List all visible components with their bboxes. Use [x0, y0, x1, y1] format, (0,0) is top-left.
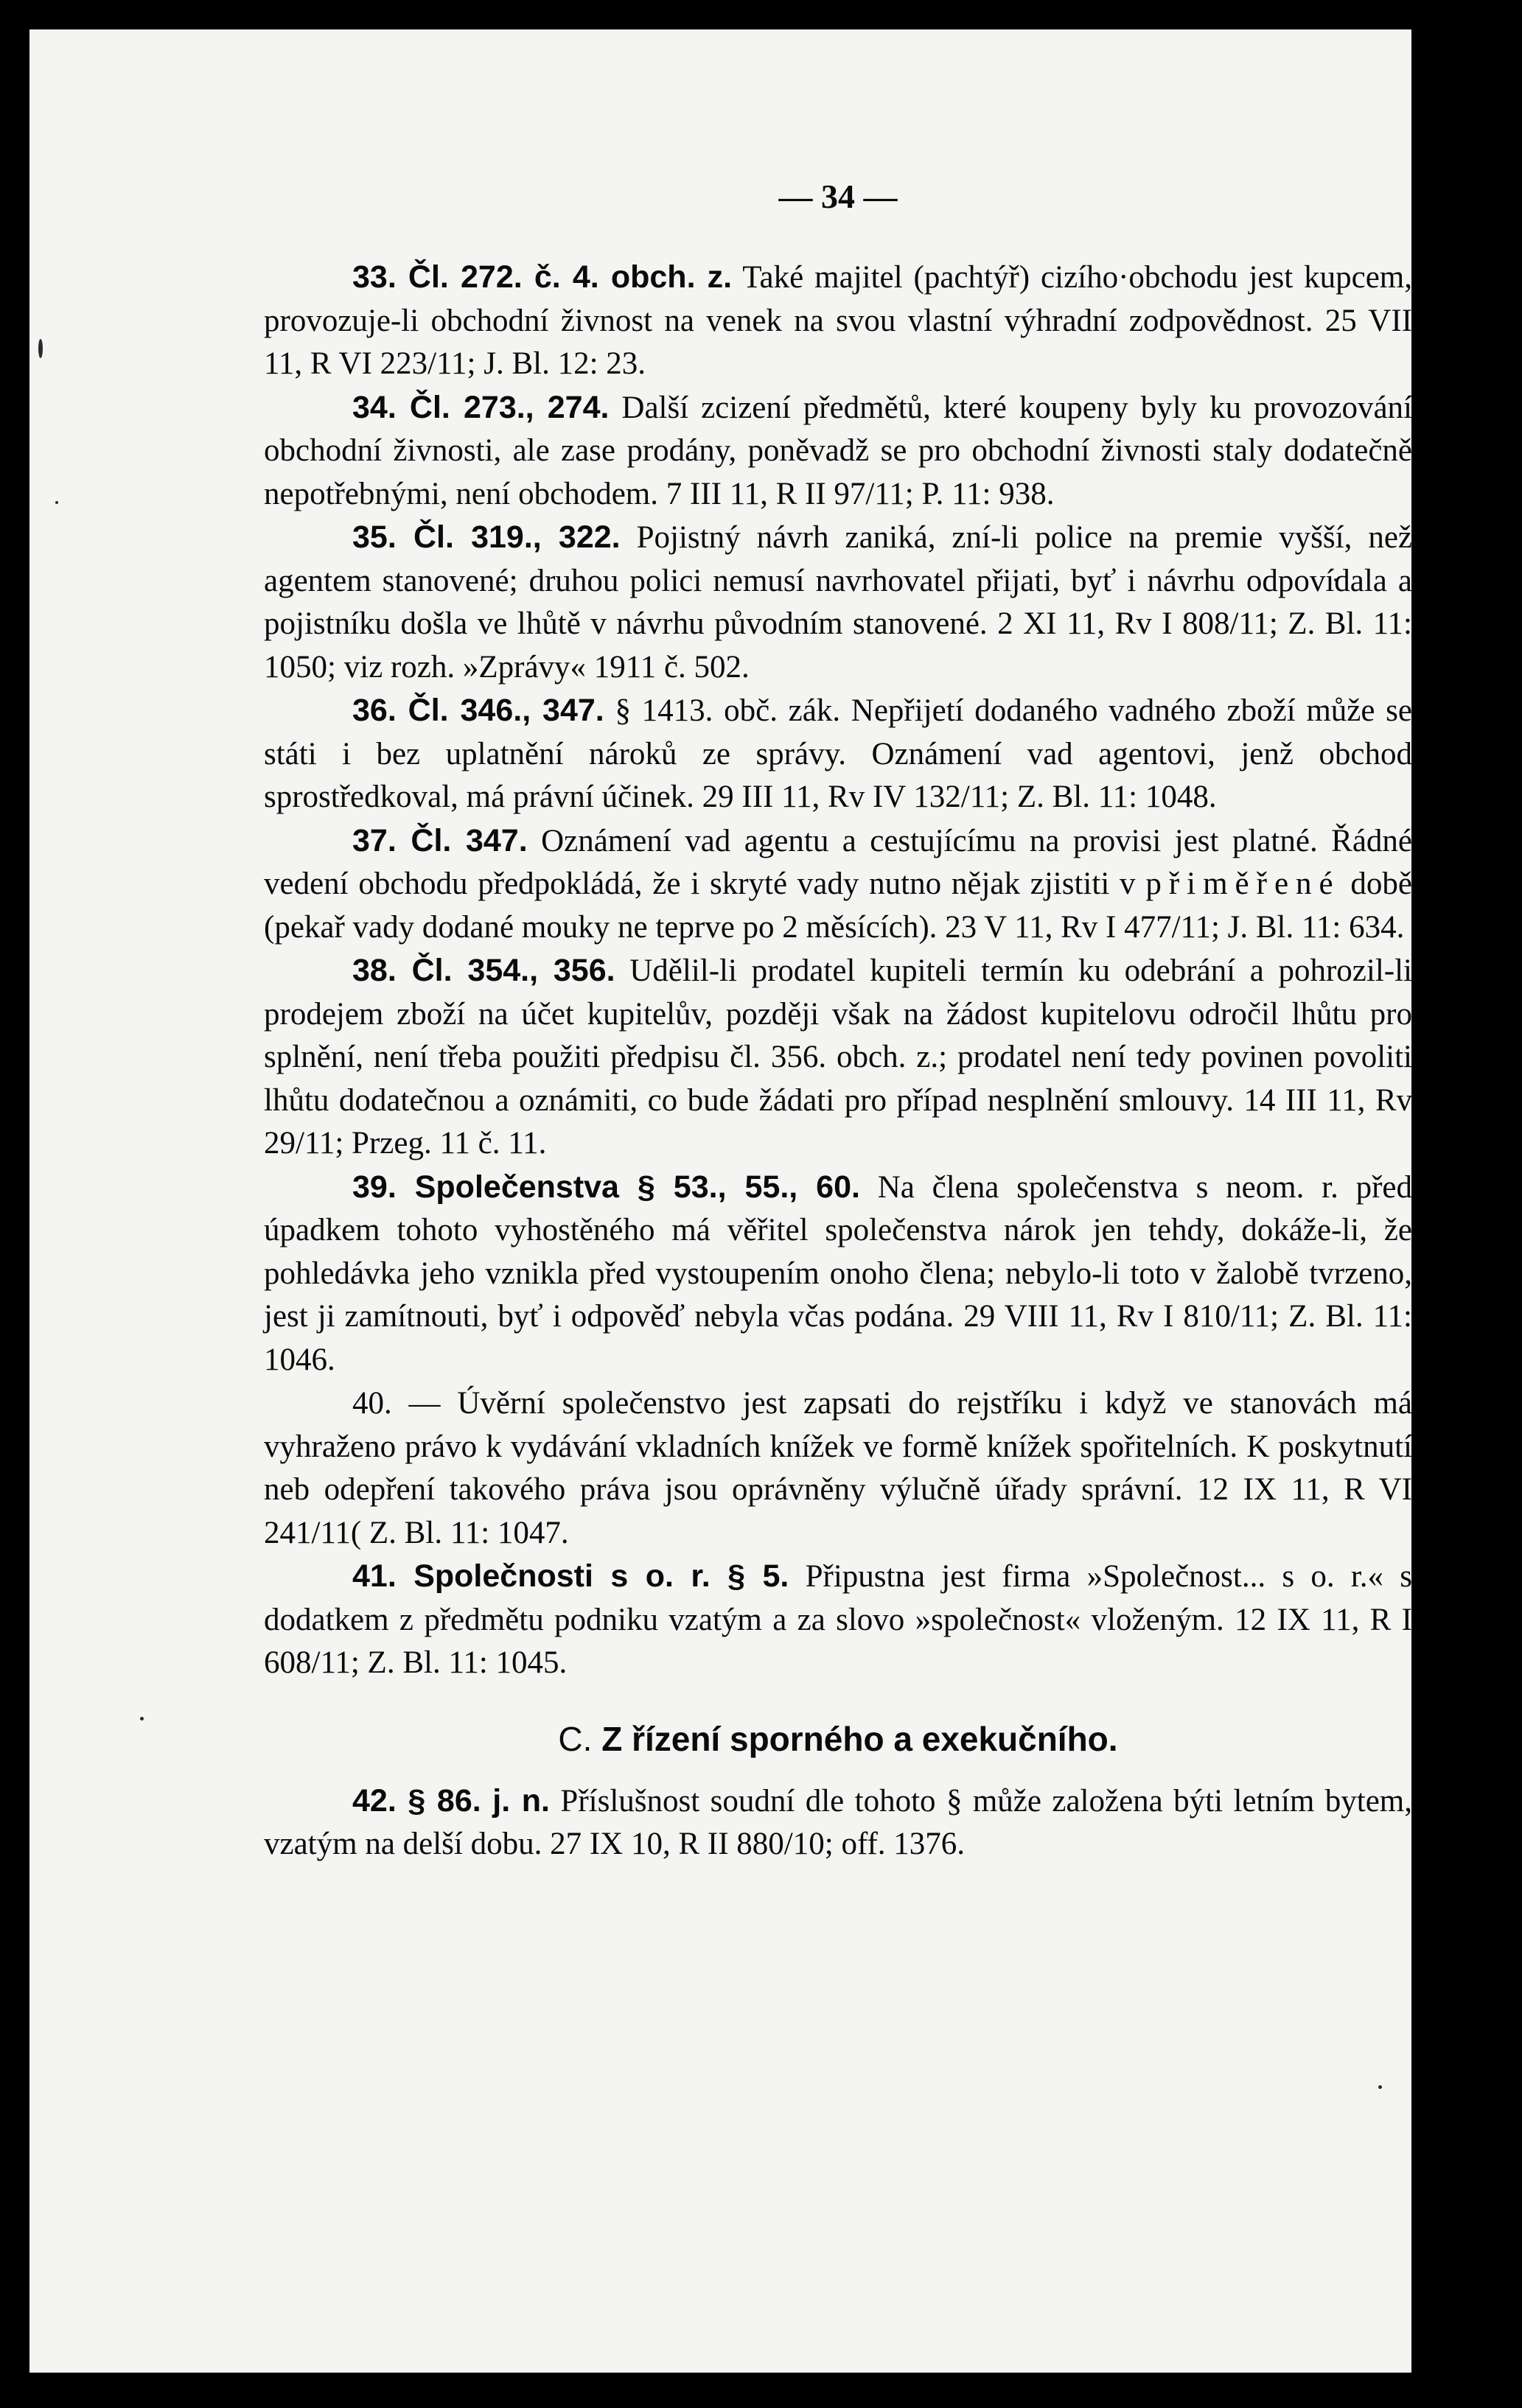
- entry-ref: 38. Čl. 354., 356.: [352, 953, 615, 988]
- entry-text: Oznámení vad agentu a cestujícímu na provisi jest platné. Řádné vedení obchodu předpokládá, že i skryté vady nutno nějak zjistiti v: [264, 823, 1412, 901]
- entry-41: [264, 1555, 1412, 1685]
- book-page: [29, 29, 1452, 2373]
- entry-ref: 36. Čl. 346., 347.: [352, 693, 604, 728]
- entry-ref: 41. Společnosti s o. r. § 5.: [352, 1558, 789, 1594]
- entry-ref: 39. Společenstva § 53., 55., 60.: [352, 1169, 860, 1205]
- page-edge-shadow: [1411, 29, 1452, 2373]
- entry-ref: 34. Čl. 273., 274.: [352, 389, 610, 425]
- entry-39: [264, 1166, 1412, 1382]
- entry-36: [264, 689, 1412, 819]
- entry-text: Pojistný návrh zaniká, zní-li police na premie vyšší, než agentem stanovené; druhou polici nemusí navrhovatel přijati, byť i návrhu odpovídala a pojistníku došla ve lhůtě v návrhu původním stanovené. 2 XI 11, Rv I 808/11; Z. Bl. 11: 1050; viz rozh. »Zprávy« 1911 č. 502.: [264, 520, 1413, 685]
- page-number: — 34 —: [778, 178, 898, 215]
- entry-42: [264, 1779, 1412, 1866]
- entry-ref: 35. Čl. 319., 322.: [352, 519, 621, 555]
- section-heading: [264, 1719, 1412, 1759]
- entry-35: [264, 516, 1412, 689]
- entry-ref: 37. Čl. 347.: [352, 822, 528, 858]
- entry-text: § 1413. obč. zák. Nepřijetí dodaného vadného zboží může se státi i bez uplatnění nároků ze správy. Oznámení vad agentovi, jenž obchod sprostředkoval, má právní účinek. 29 III 11, Rv IV 132/11; Z. Bl. 11: 1048.: [264, 693, 1413, 814]
- entry-text: době (pekař vady dodané mouky ne teprve po 2 měsících). 23 V 11, Rv I 477/11; J. Bl. 11: 634.: [264, 867, 1412, 945]
- entry-text: Příslušnost soudní dle tohoto § může založena býti letním bytem, vzatým na delší dobu. 27 IX 10, R II 880/10; off. 1376.: [264, 1783, 1412, 1861]
- entry-33: [264, 256, 1412, 386]
- entry-text: Na člena společenstva s neom. r. před úpadkem tohoto vyhostěného má věřitel společenstva nárok jen tehdy, dokáže-li, že pohledávka jeho vznikla před vystoupením onoho člena; nebylo-li toto v žalobě tvrzeno, jest ji zamítnouti, byť i odpověď nebyla včas podána. 29 VIII 11, Rv I 810/11; Z. Bl. 11: 1046.: [264, 1169, 1412, 1377]
- entry-text: Také majitel (pachtýř) cizího·obchodu jest kupcem, provozuje-li obchodní živnost na venek na svou vlastní výhradní zodpovědnost. 25 VII 11, R VI 223/11; J. Bl. 12: 23.: [264, 260, 1412, 381]
- entry-37: [264, 819, 1412, 950]
- section-title: Z řízení sporného a exekučního.: [601, 1719, 1118, 1758]
- entry-ref: 42. § 86. j. n.: [352, 1782, 551, 1819]
- entry-ref: 33. Čl. 272. č. 4. obch. z.: [352, 259, 733, 295]
- page-content: [264, 177, 1412, 1866]
- entry-text: Připustna jest firma »Společnost... s o. r.« s dodatkem z předmětu podniku vzatým a za slovo »společnost« vloženým. 12 IX 11, R I 608/11; Z. Bl. 11: 1045.: [264, 1559, 1412, 1680]
- entry-38: [264, 949, 1412, 1166]
- entry-text: 40. — Úvěrní společenstvo jest zapsati do rejstříku i když ve stanovách má vyhraženo právo k vydávání vkladních knížek ve formě knížek spořitelních. K poskytnutí neb odepření takového práva jsou oprávněny výlučně úřady správní. 12 IX 11, R VI 241/11( Z. Bl. 11: 1047.: [264, 1386, 1412, 1550]
- spaced-emphasis: přiměřené: [1145, 867, 1341, 901]
- entry-40: [264, 1382, 1412, 1555]
- entry-text: Udělil-li prodatel kupiteli termín ku odebrání a pohrozil-li prodejem zboží na účet kupitelův, později však na žádost kupitelovu odročil lhůtu pro splnění, není třeba použiti předpisu čl. 356. obch. z.; prodatel není tedy povinen povoliti lhůtu dodatečnou a oznámiti, co bude žádati pro případ nesplnění smlouvy. 14 III 11, Rv 29/11; Przeg. 11 č. 11.: [264, 953, 1413, 1161]
- section-letter: C.: [558, 1719, 593, 1758]
- entry-text: Další zcizení předmětů, které koupeny byly ku provozování obchodní živnosti, ale zase prodány, poněvadž se pro obchodní živnosti staly dodatečně nepotřebnými, není obchodem. 7 III 11, R II 97/11; P. 11: 938.: [264, 390, 1412, 511]
- entry-34: [264, 386, 1412, 517]
